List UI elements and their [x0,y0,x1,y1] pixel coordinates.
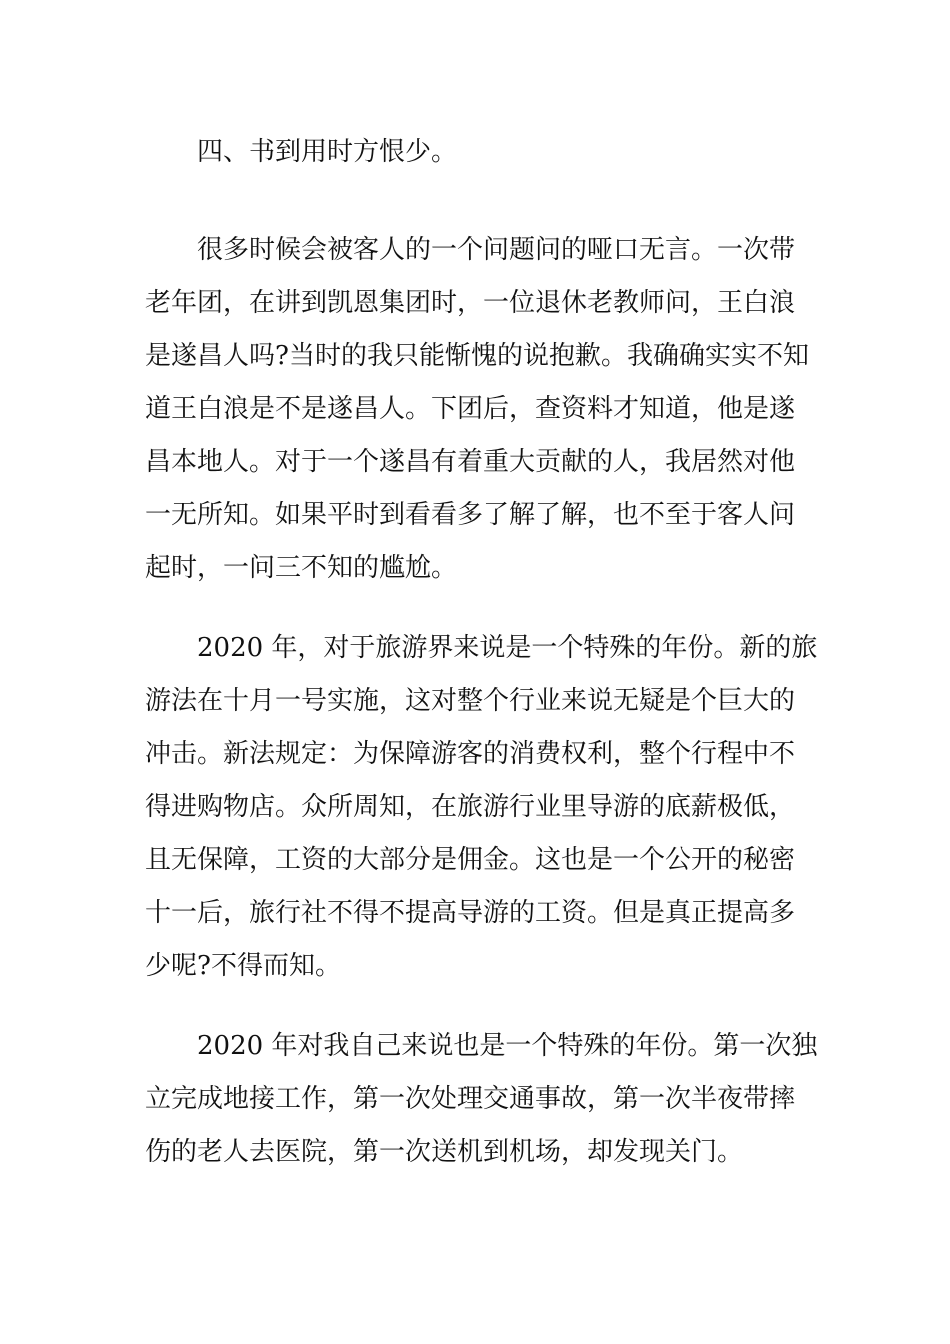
text-line: 起时，一问三不知的尴尬。 [145,553,458,583]
text-line: 很多时候会被客人的一个问题问的哑口无言。一次带 [197,235,796,265]
text-line: 昌本地人。对于一个遂昌有着重大贡献的人，我居然对他 [145,447,796,477]
text-line: 十一后，旅行社不得不提高导游的工资。但是真正提高多 [145,898,796,928]
text-line: 一无所知。如果平时到看看多了解了解，也不至于客人问 [145,500,796,530]
text-line: 游法在十月一号实施，这对整个行业来说无疑是个巨大的 [145,686,796,716]
text-line: 老年团，在讲到凯恩集团时，一位退休老教师问，王白浪 [145,288,796,318]
text-line: 少呢?不得而知。 [145,951,341,981]
text-line: 2020 年对我自己来说也是一个特殊的年份。第一次独 [197,1031,818,1061]
text-line: 立完成地接工作，第一次处理交通事故，第一次半夜带摔 [145,1084,796,1114]
text-line: 得进购物店。众所周知，在旅游行业里导游的底薪极低， [145,792,796,822]
text-line: 且无保障，工资的大部分是佣金。这也是一个公开的秘密 [145,845,796,875]
text-line: 道王白浪是不是遂昌人。下团后，查资料才知道，他是遂 [145,394,796,424]
text-line: 冲击。新法规定：为保障游客的消费权利，整个行程中不 [145,739,796,769]
text-line: 伤的老人去医院，第一次送机到机场，却发现关门。 [145,1137,744,1167]
text-line: 2020 年，对于旅游界来说是一个特殊的年份。新的旅 [197,633,818,663]
text-line: 是遂昌人吗?当时的我只能惭愧的说抱歉。我确确实实不知 [145,341,809,371]
text-line: 四、书到用时方恨少。 [197,137,458,167]
